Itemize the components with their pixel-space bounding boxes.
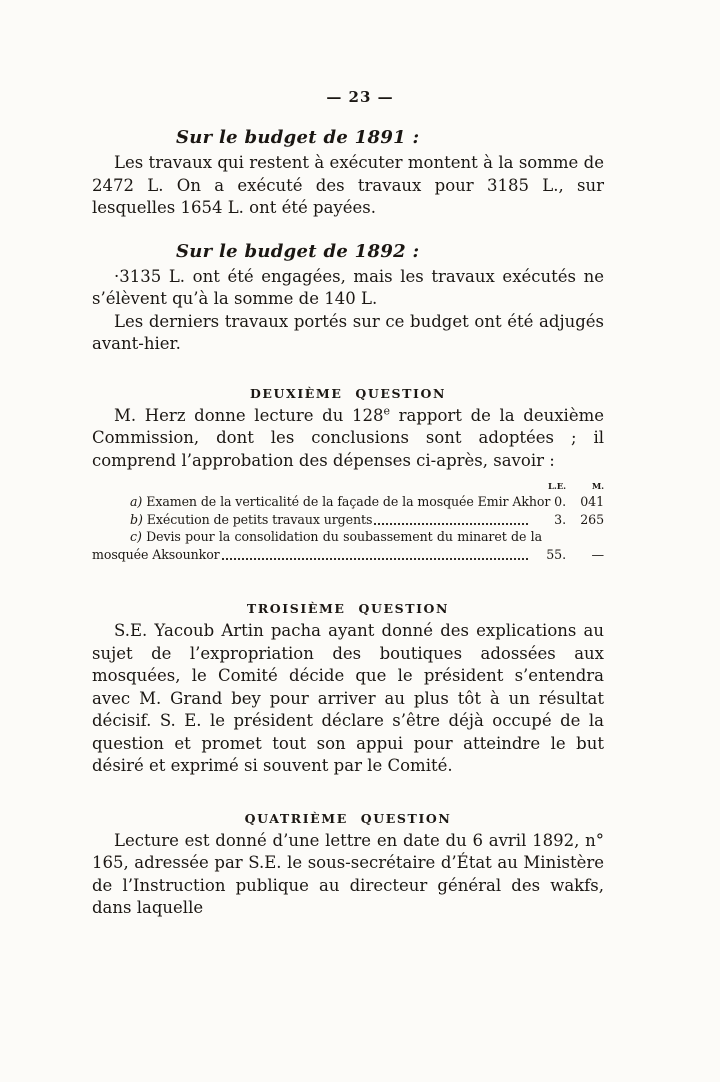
- row-c-amount-m: —: [591, 546, 604, 562]
- paragraph-budget-1892-2: Les derniers travaux portés sur ce budget ont été adjugés avant-hier.: [92, 311, 604, 353]
- section-heading-budget-1891: Sur le budget de 1891 :: [176, 127, 420, 148]
- paragraph-quatrieme-question: Lecture est donné d’une lettre en date du 6 avril 1892, n° 165, adressée par S.E. le sous-secrétaire d’État au Ministère de l’Instruction publique au directeur général des wakfs, dans laquelle: [92, 830, 604, 917]
- row-c-label2: mosquée Aksounkor: [92, 546, 220, 562]
- q2-ordinal-superscript: e: [383, 404, 390, 417]
- section-heading-budget-1892: Sur le budget de 1892 :: [176, 240, 420, 262]
- paragraph-troisieme-question: S.E. Yacoub Artin pacha ayant donné des explications au sujet de l’expropriation des boutiques adossées aux mosquées, le Comité décide que le président s’entendra avec M. Grand bey pour arriver au plus tôt à un résultat décisif. S. E. le président déclare s’être déjà occupé de la question et promet tout son appui pour atteindre le but désiré et exprimé si souvent par le Comité.: [92, 621, 604, 775]
- row-b-marker: b): [130, 511, 143, 527]
- paragraph-budget-1891: Les travaux qui restent à exécuter montent à la somme de 2472 L. On a exécuté des travaux pour 3185 L., sur lesquelles 1654 L. ont été payées.: [92, 153, 604, 217]
- dotted-leader: [222, 558, 528, 560]
- row-b-description: [92, 511, 530, 529]
- row-c-marker: c): [130, 529, 142, 544]
- q2-intro-start: M. Herz donne lecture du 128: [114, 405, 384, 425]
- row-a-description: [92, 493, 551, 511]
- heading-quatrieme-question: QUATRIÈME QUESTION: [244, 810, 452, 826]
- row-c-description-line2: [92, 546, 530, 564]
- row-c-label: Devis pour la consolidation du soubassement du minaret de la: [146, 529, 543, 544]
- page-number: — 23 —: [326, 88, 394, 106]
- row-c-description-line1: [92, 528, 604, 546]
- table-row: [92, 493, 604, 511]
- column-header-le: L.E.: [548, 482, 566, 492]
- paragraph-deuxieme-question: [92, 405, 604, 473]
- row-a-amount-le: 0.: [554, 494, 566, 509]
- expense-table: [92, 482, 604, 563]
- table-row: [92, 511, 604, 529]
- table-row: [92, 546, 604, 564]
- heading-troisieme-question: TROISIÈME QUESTION: [246, 601, 450, 616]
- row-a-label: Examen de la verticalité de la façade de la mosquée Emir Akhor: [146, 494, 551, 509]
- row-b-label: Exécution de petits travaux urgents: [146, 511, 373, 527]
- q2-intro-end: rapport de la deuxième Commission, dont les conclusions sont adoptées ; il comprend l’approbation des dépenses ci-après, savoir :: [92, 405, 604, 470]
- paragraph-budget-1892-1: ·3135 L. ont été engagées, mais les travaux exécutés ne s’élèvent qu’à la somme de 140 L.: [92, 266, 604, 308]
- expense-table-header: [92, 482, 604, 493]
- column-header-m: M.: [591, 482, 604, 492]
- heading-deuxieme-question: DEUXIÈME QUESTION: [249, 385, 447, 401]
- row-b-amount-m: 265: [580, 511, 604, 527]
- row-c-amount-le: 55.: [546, 546, 566, 562]
- row-a-marker: a): [130, 494, 143, 509]
- dotted-leader: [374, 523, 528, 525]
- row-b-amount-le: 3.: [554, 511, 566, 527]
- row-a-amount-m: 041: [580, 494, 604, 509]
- page-content: [92, 127, 604, 920]
